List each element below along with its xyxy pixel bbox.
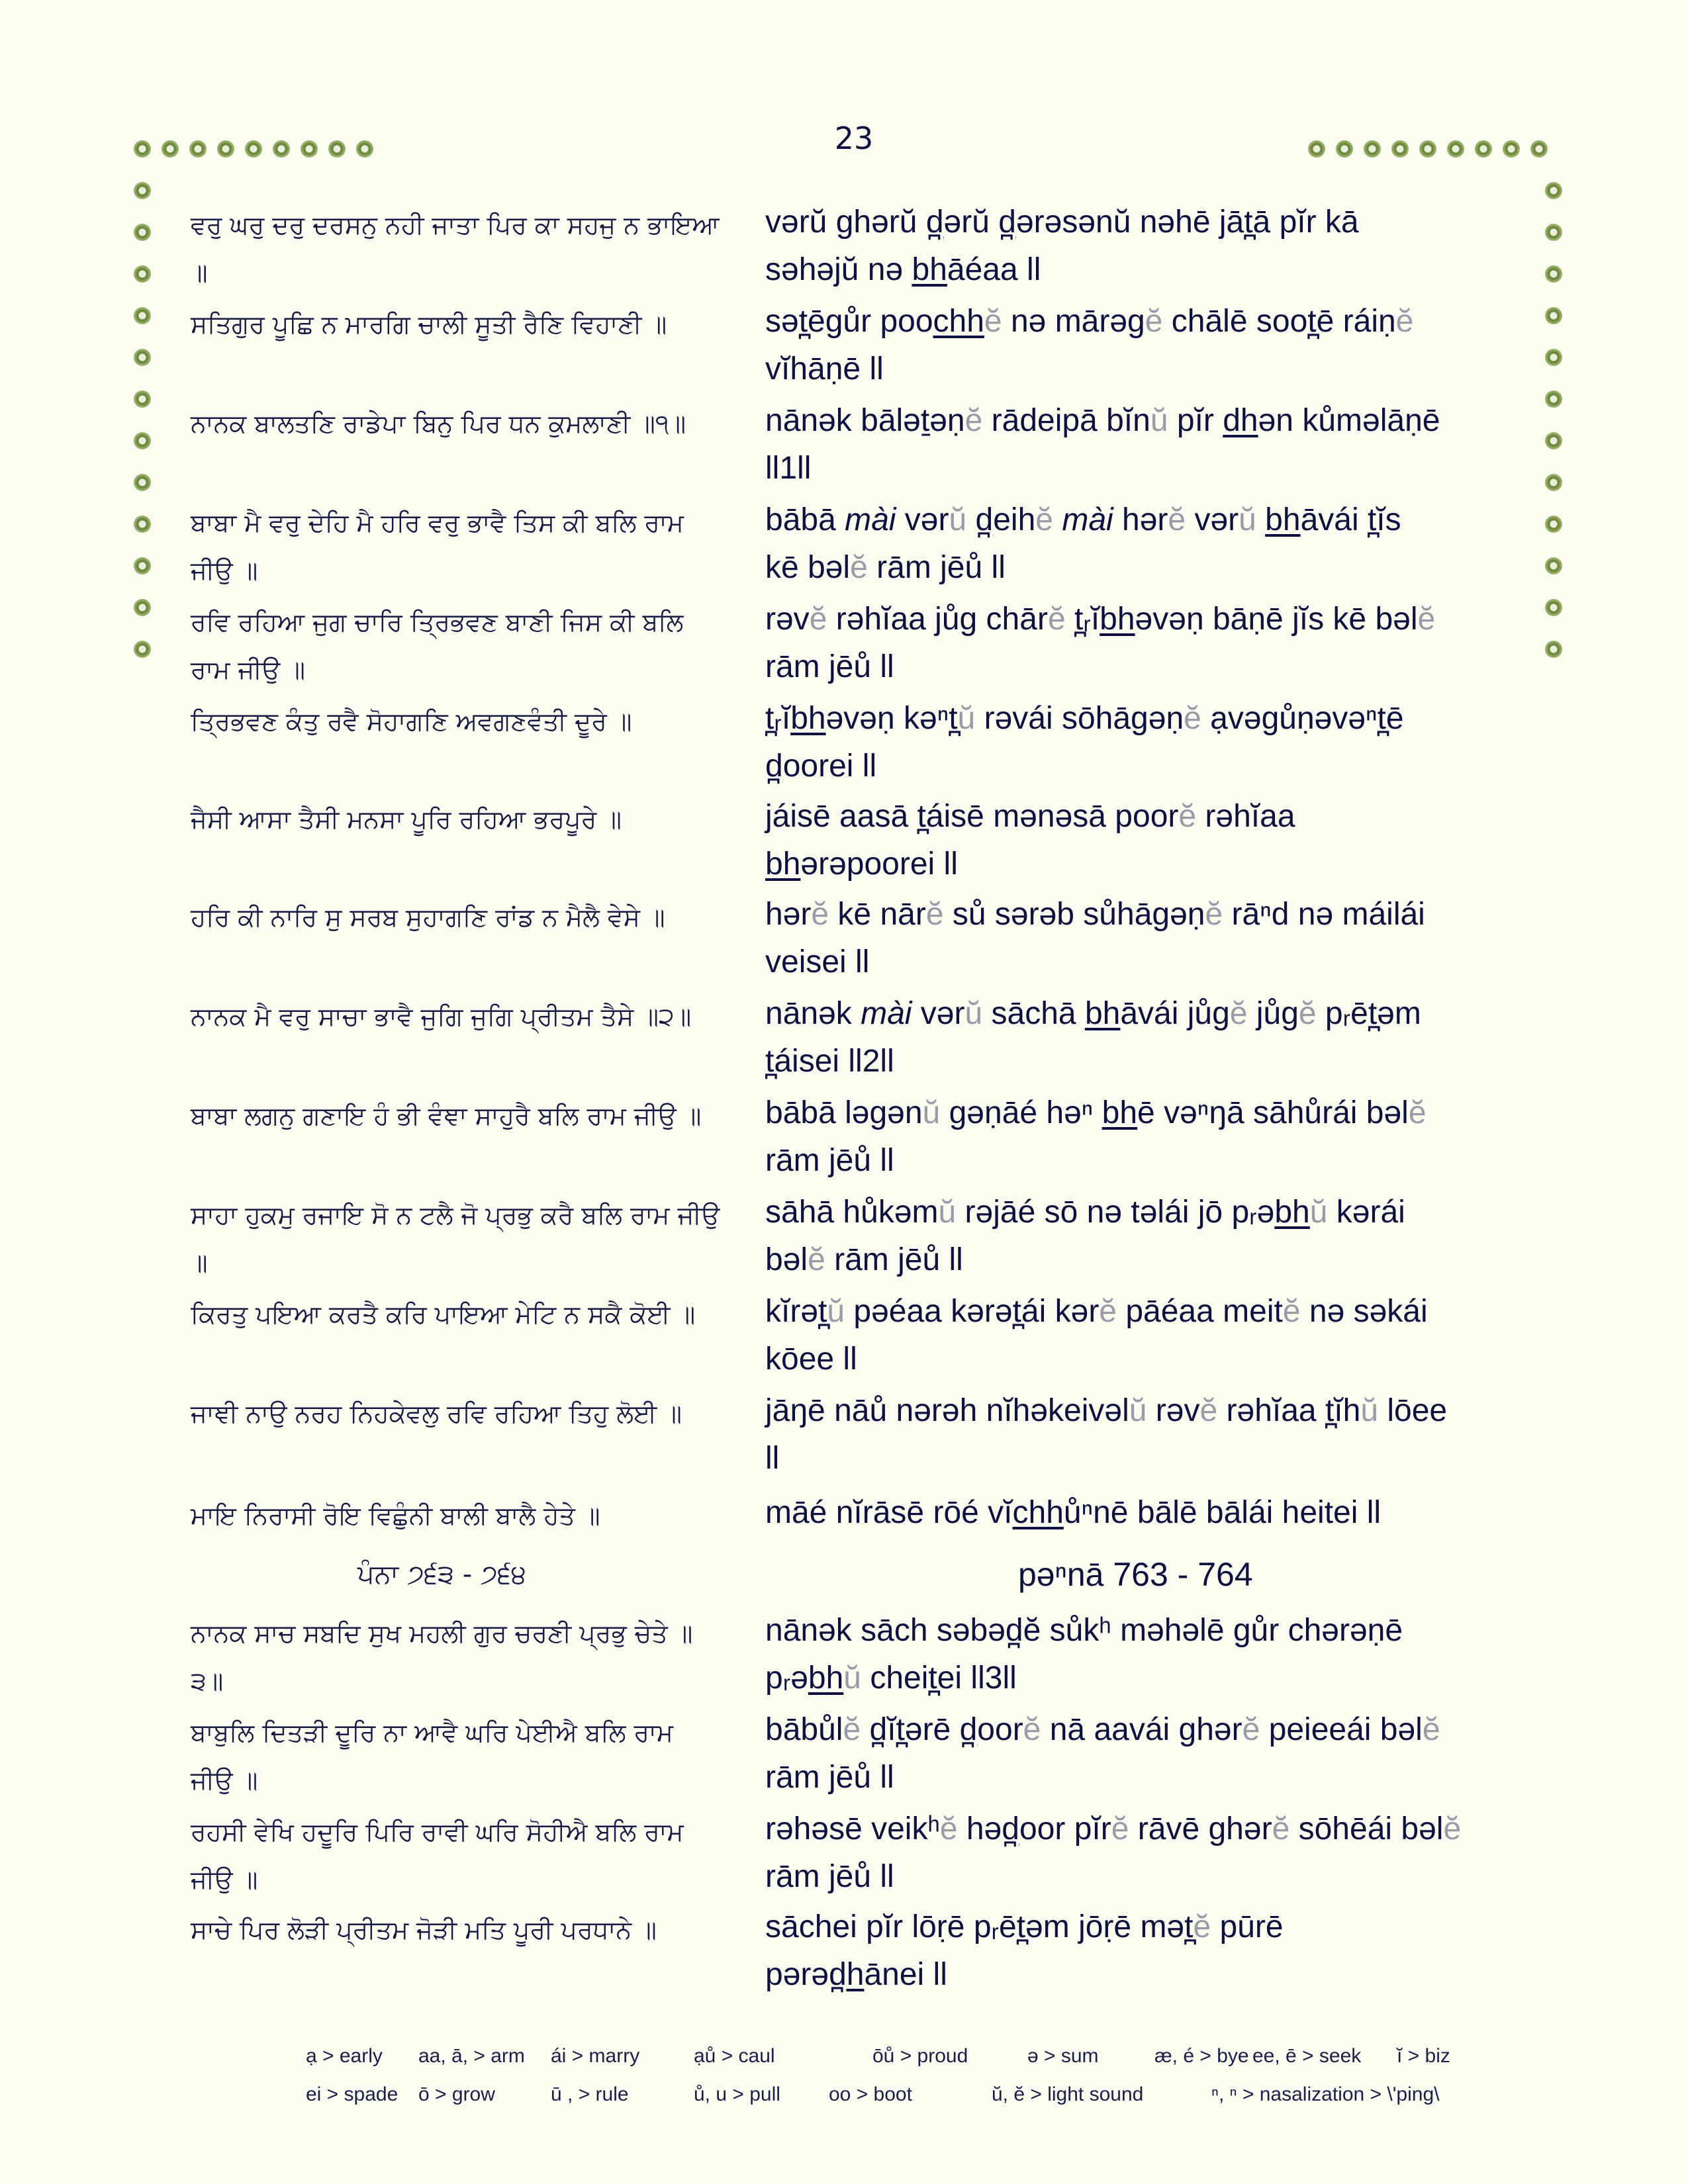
verse-line	[0, 1706, 1688, 1804]
transliteration-text: jáisē aasā t̪áisē mənəsā poorĕ rəhĭaa bhərəpoorei ll	[765, 799, 1295, 882]
flower-ornament-icon	[189, 140, 207, 158]
verse-line	[0, 1089, 1688, 1187]
key-entry: ŭ, ĕ > light sound	[992, 2083, 1144, 2105]
flower-ornament-icon	[301, 140, 318, 158]
gurmukhi-text: ਤ੍ਰਿਭਵਣ ਕੰਤੁ ਰਵੈ ਸੋਹਾਗਣਿ ਅਵਗਣਵੰਤੀ ਦੂਰੇ ॥	[191, 707, 632, 736]
gurmukhi-text: ਹਰਿ ਕੀ ਨਾਰਿ ਸੁ ਸਰਬ ਸੁਹਾਗਣਿ ਰਾਂਡ ਨ ਮੈਲੈ ਵੇਸੇ ॥	[191, 903, 665, 932]
transliteration-text: rəvĕ rəhĭaa jůg chārĕ t̪ᵣĭbhəvəṇ bāṇē jĭs kē bəlĕ rām jēů ll	[765, 602, 1436, 684]
flower-ornament-icon	[1545, 182, 1562, 199]
gurmukhi-text: ਕਿਰਤੁ ਪਇਆ ਕਰਤੈ ਕਰਿ ਪਾਇਆ ਮੇਟਿ ਨ ਸਕੈ ਕੋਈ ॥	[191, 1300, 696, 1329]
flower-ornament-icon	[1391, 140, 1409, 158]
verse-line	[0, 1189, 1688, 1287]
gurmukhi-text: ਵਰੁ ਘਰੁ ਦਰੁ ਦਰਸਨੁ ਨਹੀ ਜਾਤਾ ਪਿਰ ਕਾ ਸਹਜੁ ਨ ਭਾਇਆ ॥	[191, 210, 720, 287]
verse-line	[0, 1489, 1688, 1587]
gurmukhi-text: ਰਹਸੀ ਵੇਖਿ ਹਦੂਰਿ ਪਿਰਿ ਰਾਵੀ ਘਰਿ ਸੋਹੀਐ ਬਲਿ ਰਾਮ ਜੀਉ ॥	[191, 1817, 684, 1894]
key-entry: ái > marry	[551, 2045, 640, 2067]
verse-line	[0, 793, 1688, 891]
transliteration-text: jāŋē nāů nərəh nĭhəkeivəlŭ rəvĕ rəhĭaa t̪ĭhŭ lōee ll	[765, 1393, 1448, 1476]
gurmukhi-text: ਬਾਬੁਲਿ ਦਿਤੜੀ ਦੂਰਿ ਨਾ ਆਵੈ ਘਰਿ ਪੇਈਐ ਬਲਿ ਰਾਮ ਜੀਉ ॥	[191, 1718, 673, 1795]
transliteration-text: bābā mài vərŭ d̪eihĕ mài hərĕ vərŭ bhāvái t̪ĭs kē bəlĕ rām jēů ll	[765, 502, 1401, 585]
flower-ornament-icon	[1447, 140, 1464, 158]
transliteration-text: bābā ləgənŭ gəṇāé həⁿ bhē vəⁿŋā sāhůrái bəlĕ rām jēů ll	[765, 1095, 1427, 1178]
gurmukhi-text: ਬਾਬਾ ਮੈ ਵਰੁ ਦੇਹਿ ਮੈ ਹਰਿ ਵਰੁ ਭਾਵੈ ਤਿਸ ਕੀ ਬਲਿ ਰਾਮ ਜੀਉ ॥	[191, 508, 684, 585]
flower-ornament-icon	[1475, 140, 1492, 158]
gurmukhi-text: ਜਾਞੀ ਨਾਉ ਨਰਹ ਨਿਹਕੇਵਲੁ ਰਵਿ ਰਹਿਆ ਤਿਹੁ ਲੋਈ ॥	[191, 1399, 682, 1428]
transliteration-text: bābůlĕ d̪ĭt̪ərē d̪oorĕ nā aavái ghərĕ peieeái bəlĕ rām jēů ll	[765, 1712, 1440, 1795]
page-reference-transliteration: pəⁿnā 763 - 764	[1018, 1556, 1253, 1593]
transliteration-text: sāchei pĭr lōṛē pᵣēt̪əm jōṛē mət̪ĕ pūrē pərəd̪hānei ll	[765, 1909, 1284, 1992]
flower-ornament-icon	[134, 182, 151, 199]
flower-ornament-icon	[328, 140, 346, 158]
key-entry: ei > spade	[306, 2083, 399, 2105]
key-entry: ə > sum	[1027, 2045, 1099, 2067]
flower-ornament-icon	[1336, 140, 1353, 158]
transliteration-text: kĭrət̪ŭ pəéaa kərət̪ái kərĕ pāéaa meitĕ nə səkái kōee ll	[765, 1294, 1428, 1377]
verse-line	[0, 695, 1688, 793]
flower-ornament-icon	[1530, 140, 1548, 158]
verse-line	[0, 397, 1688, 495]
key-entry: ū , > rule	[551, 2083, 629, 2105]
verse-line	[0, 1607, 1688, 1705]
verse-line	[0, 990, 1688, 1088]
gurmukhi-text: ਨਾਨਕ ਮੈ ਵਰੁ ਸਾਚਾ ਭਾਵੈ ਜੁਗਿ ਜੁਗਿ ਪ੍ਰੀਤਮ ਤੈਸੇ ॥੨॥	[191, 1002, 692, 1031]
verse-line	[0, 298, 1688, 396]
gurmukhi-text: ਨਾਨਕ ਸਾਚ ਸਬਦਿ ਸੁਖ ਮਹਲੀ ਗੁਰ ਚਰਣੀ ਪ੍ਰਭੁ ਚੇਤੇ ॥੩॥	[191, 1619, 693, 1696]
key-entry: ạ > early	[306, 2045, 383, 2067]
flower-ornament-icon	[1364, 140, 1381, 158]
key-entry: ⁿ, ⁿ > nasalization > \'ping\	[1211, 2083, 1440, 2105]
flower-ornament-icon	[356, 140, 373, 158]
verse-line	[0, 496, 1688, 594]
verse-line	[0, 1387, 1688, 1485]
key-entry: ōů > proud	[872, 2045, 968, 2067]
transliteration-text: rəhəsē veikʰĕ həd̪oor pĭrĕ rāvē ghərĕ sōhēái bəlĕ rām jēů ll	[765, 1811, 1462, 1894]
verse-line	[0, 1805, 1688, 1903]
flower-ornament-icon	[245, 140, 262, 158]
gurmukhi-text: ਨਾਨਕ ਬਾਲਤਣਿ ਰਾਡੇਪਾ ਬਿਨੁ ਪਿਰ ਧਨ ਕੁਮਲਾਣੀ ॥੧॥	[191, 409, 686, 438]
transliteration-text: nānək sāch səbəd̪ĕ sůkʰ məhəlē gůr chərəṇē pᵣəbhŭ cheit̪ei ll3ll	[765, 1613, 1403, 1696]
key-entry: ō > grow	[418, 2083, 495, 2105]
flower-ornament-icon	[217, 140, 234, 158]
key-entry: ạů > caul	[694, 2045, 775, 2067]
transliteration-text: hərĕ kē nārĕ sů sərəb sůhāgəṇĕ rāⁿd nə máilái veisei ll	[765, 897, 1425, 979]
flower-ornament-icon	[162, 140, 179, 158]
flower-ornament-icon	[1503, 140, 1520, 158]
gurmukhi-text: ਸਤਿਗੁਰ ਪੂਛਿ ਨ ਮਾਰਗਿ ਚਾਲੀ ਸੂਤੀ ਰੈਣਿ ਵਿਹਾਣੀ ॥	[191, 310, 667, 339]
flower-ornament-icon	[273, 140, 290, 158]
verse-line	[0, 199, 1688, 296]
page-reference-gurmukhi: ਪੰਨਾ ੭੬੩ - ੭੬੪	[357, 1559, 527, 1590]
transliteration-text: t̪ᵣĭbhəvəṇ kəⁿt̪ŭ rəvái sōhāgəṇĕ ạvəgůṇəvəⁿt̪ē d̪oorei ll	[765, 701, 1404, 784]
gurmukhi-text: ਬਾਬਾ ਲਗਨੁ ਗਣਾਇ ਹੰ ਭੀ ਵੰਞਾ ਸਾਹੁਰੈ ਬਲਿ ਰਾਮ ਜੀਉ ॥	[191, 1101, 702, 1130]
gurmukhi-text: ਜੈਸੀ ਆਸਾ ਤੈਸੀ ਮਨਸਾ ਪੂਰਿ ਰਹਿਆ ਭਰਪੂਰੇ ॥	[191, 805, 622, 834]
verse-line	[0, 1903, 1688, 2001]
flower-ornament-icon	[1308, 140, 1325, 158]
transliteration-text: sət̪ēgůr poochhĕ nə mārəgĕ chālē soot̪ē ráiṇĕ vĭhāṇē ll	[765, 304, 1414, 387]
gurmukhi-text: ਮਾਇ ਨਿਰਾਸੀ ਰੋਇ ਵਿਛੁੰਨੀ ਬਾਲੀ ਬਾਲੈ ਹੇਤੇ ॥	[191, 1501, 600, 1530]
key-entry: ee, ē > seek	[1252, 2045, 1362, 2067]
key-entry: oo > boot	[829, 2083, 912, 2105]
flower-ornament-icon	[1419, 140, 1436, 158]
key-entry: ů, u > pull	[694, 2083, 780, 2105]
verse-line	[0, 596, 1688, 694]
transliteration-text: nānək bāləṯəṇĕ rādeipā bĭnŭ pĭr dhən kůməlāṇē ll1ll	[765, 403, 1440, 486]
gurmukhi-text: ਸਾਹਾ ਹੁਕਮੁ ਰਜਾਇ ਸੋ ਨ ਟਲੈ ਜੋ ਪ੍ਰਭੁ ਕਰੈ ਬਲਿ ਰਾਮ ਜੀਉ ॥	[191, 1201, 720, 1277]
key-entry: aa, ā, > arm	[418, 2045, 525, 2067]
transliteration-text: vərŭ ghərŭ d̪ərŭ d̪ərəsənŭ nəhē jāt̪ā pĭr kā səhəjŭ nə bhāéaa ll	[765, 205, 1359, 287]
page-number: 23	[834, 120, 874, 156]
flower-ornament-icon	[134, 140, 151, 158]
transliteration-text: sāhā hůkəmŭ rəjāé sō nə təlái jō pᵣəbhŭ kərái bəlĕ rām jēů ll	[765, 1195, 1405, 1277]
gurmukhi-text: ਸਾਚੇ ਪਿਰ ਲੋੜੀ ਪ੍ਰੀਤਮ ਜੋੜੀ ਮਤਿ ਪੂਰੀ ਪਰਧਾਨੇ ॥	[191, 1915, 657, 1944]
verse-line	[0, 891, 1688, 989]
verse-line	[0, 1288, 1688, 1386]
key-entry: æ, é > bye	[1154, 2045, 1249, 2067]
transliteration-text: māé nĭrāsē rōé vĭchhůⁿnē bālē bālái heitei ll	[765, 1495, 1382, 1530]
gurmukhi-text: ਰਵਿ ਰਹਿਆ ਜੁਗ ਚਾਰਿ ਤ੍ਰਿਭਵਣ ਬਾਣੀ ਜਿਸ ਕੀ ਬਲਿ ਰਾਮ ਜੀਉ ॥	[191, 608, 684, 684]
transliteration-text: nānək mài vərŭ sāchā bhāvái jůgĕ jůgĕ pᵣēt̪əm t̪áisei ll2ll	[765, 996, 1421, 1079]
key-entry: ĭ > biz	[1397, 2045, 1450, 2067]
